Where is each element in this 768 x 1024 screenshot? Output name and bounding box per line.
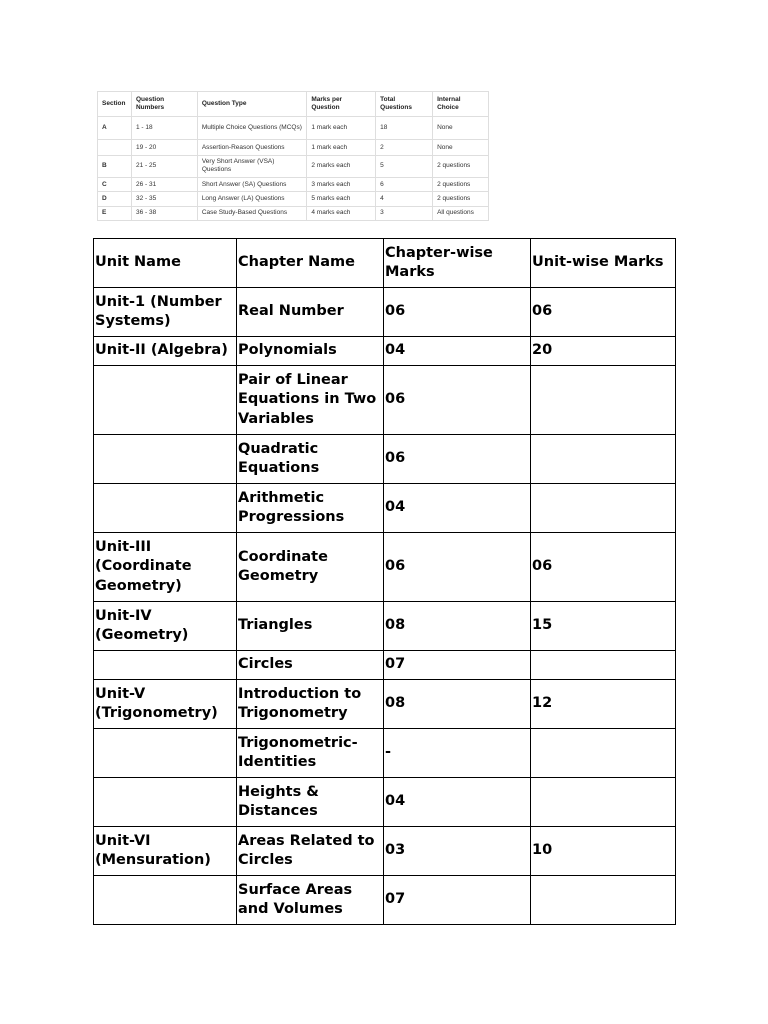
marks-table-cell: 06 <box>531 288 676 337</box>
marks-table-row <box>94 337 676 366</box>
section-table-cell: Multiple Choice Questions (MCQs) <box>197 117 307 140</box>
marks-table <box>93 238 676 925</box>
section-table-cell: 26 - 31 <box>131 178 197 192</box>
marks-table-row <box>94 484 676 533</box>
marks-table-cell <box>94 876 237 925</box>
section-table-cell: B <box>98 155 132 177</box>
marks-table-cell <box>531 778 676 827</box>
marks-table-cell <box>94 366 237 435</box>
section-table-cell <box>98 140 132 155</box>
marks-table-cell: 06 <box>531 533 676 602</box>
marks-table-cell: 06 <box>384 533 531 602</box>
marks-table-cell: Unit-IV (Geometry) <box>94 602 237 651</box>
section-table-cell: 1 mark each <box>307 140 376 155</box>
marks-table-header-cell: Chapter Name <box>237 239 384 288</box>
section-table-row <box>98 155 489 177</box>
marks-table-cell: Arithmetic Progressions <box>237 484 384 533</box>
section-table-cell: All questions <box>433 206 489 220</box>
marks-table-row <box>94 435 676 484</box>
marks-table-cell <box>94 778 237 827</box>
marks-table-cell: Areas Related to Circles <box>237 827 384 876</box>
section-table-cell: Long Answer (LA) Questions <box>197 192 307 206</box>
section-table-row <box>98 117 489 140</box>
section-table-cell: None <box>433 117 489 140</box>
marks-table-row <box>94 602 676 651</box>
section-table-cell: 1 - 18 <box>131 117 197 140</box>
section-table-cell: 2 questions <box>433 155 489 177</box>
marks-table-cell: Unit-II (Algebra) <box>94 337 237 366</box>
section-table-row <box>98 178 489 192</box>
marks-table-cell: Circles <box>237 651 384 680</box>
section-table-cell: 5 <box>376 155 433 177</box>
marks-table-cell: 06 <box>384 366 531 435</box>
section-table-cell: 2 marks each <box>307 155 376 177</box>
marks-table-row <box>94 876 676 925</box>
marks-table-row <box>94 651 676 680</box>
marks-table-cell: Surface Areas and Volumes <box>237 876 384 925</box>
marks-table-cell: 12 <box>531 680 676 729</box>
marks-table-cell: Heights & Distances <box>237 778 384 827</box>
marks-table-cell: Polynomials <box>237 337 384 366</box>
marks-table-cell: - <box>384 729 531 778</box>
marks-table-cell: Unit-V (Trigonometry) <box>94 680 237 729</box>
section-table-cell: 2 questions <box>433 178 489 192</box>
marks-table-cell: Unit-VI (Mensuration) <box>94 827 237 876</box>
marks-table-cell <box>94 651 237 680</box>
section-table-cell: 4 marks each <box>307 206 376 220</box>
marks-table-cell: 07 <box>384 651 531 680</box>
marks-table-cell: 07 <box>384 876 531 925</box>
section-table-header <box>98 92 489 117</box>
section-table-row <box>98 140 489 155</box>
marks-table-row <box>94 778 676 827</box>
marks-table-cell: 03 <box>384 827 531 876</box>
section-table-row <box>98 206 489 220</box>
section-table-cell: 2 questions <box>433 192 489 206</box>
section-table-cell: 4 <box>376 192 433 206</box>
marks-table-cell: Triangles <box>237 602 384 651</box>
section-table-cell: Assertion-Reason Questions <box>197 140 307 155</box>
marks-table-cell: Trigonometric-Identities <box>237 729 384 778</box>
section-table-header-cell: Internal Choice <box>433 92 489 117</box>
section-table-cell: D <box>98 192 132 206</box>
section-table-cell: Case Study-Based Questions <box>197 206 307 220</box>
marks-table-cell: Unit-III (Coordinate Geometry) <box>94 533 237 602</box>
marks-table-cell <box>531 366 676 435</box>
marks-table-row <box>94 827 676 876</box>
section-table-cell: 18 <box>376 117 433 140</box>
marks-table-row <box>94 366 676 435</box>
marks-table-cell: 08 <box>384 602 531 651</box>
marks-table-row <box>94 533 676 602</box>
section-table <box>97 91 489 221</box>
marks-table-cell <box>531 876 676 925</box>
section-table-header-cell: Question Type <box>197 92 307 117</box>
section-table-cell: None <box>433 140 489 155</box>
section-table-header-cell: Marks per Question <box>307 92 376 117</box>
section-table-cell: 3 <box>376 206 433 220</box>
marks-table-cell: 04 <box>384 778 531 827</box>
marks-table-cell: 15 <box>531 602 676 651</box>
marks-table-cell <box>94 729 237 778</box>
section-table-cell: 32 - 35 <box>131 192 197 206</box>
section-table-cell: 5 marks each <box>307 192 376 206</box>
marks-table-cell <box>94 484 237 533</box>
section-table-cell: 36 - 38 <box>131 206 197 220</box>
section-table-cell: 1 mark each <box>307 117 376 140</box>
marks-table-cell: 10 <box>531 827 676 876</box>
section-table-cell: C <box>98 178 132 192</box>
marks-table-cell: Introduction to Trigonometry <box>237 680 384 729</box>
marks-table-header-cell: Chapter-wise Marks <box>384 239 531 288</box>
marks-table-cell: 04 <box>384 337 531 366</box>
section-table-cell: 2 <box>376 140 433 155</box>
marks-table-cell: Quadratic Equations <box>237 435 384 484</box>
marks-table-row <box>94 288 676 337</box>
section-table-cell: 6 <box>376 178 433 192</box>
section-table-header-cell: Total Questions <box>376 92 433 117</box>
marks-table-cell: 20 <box>531 337 676 366</box>
marks-table-header-cell: Unit-wise Marks <box>531 239 676 288</box>
marks-table-cell <box>531 651 676 680</box>
marks-table-cell: Coordinate Geometry <box>237 533 384 602</box>
section-table-cell: E <box>98 206 132 220</box>
section-table-cell: 3 marks each <box>307 178 376 192</box>
section-table-cell: A <box>98 117 132 140</box>
marks-table-cell: 08 <box>384 680 531 729</box>
marks-table-cell: Unit-1 (Number Systems) <box>94 288 237 337</box>
marks-table-cell: 06 <box>384 435 531 484</box>
marks-table-header <box>94 239 676 288</box>
marks-table-cell: 04 <box>384 484 531 533</box>
marks-table-cell: Pair of Linear Equations in Two Variables <box>237 366 384 435</box>
section-table-row <box>98 192 489 206</box>
section-table-cell: 21 - 25 <box>131 155 197 177</box>
marks-table-header-cell: Unit Name <box>94 239 237 288</box>
marks-table-row <box>94 729 676 778</box>
section-table-header-cell: Section <box>98 92 132 117</box>
marks-table-cell <box>531 729 676 778</box>
marks-table-cell: 06 <box>384 288 531 337</box>
section-table-cell: Very Short Answer (VSA) Questions <box>197 155 307 177</box>
section-table-cell: 19 - 20 <box>131 140 197 155</box>
marks-table-cell: Real Number <box>237 288 384 337</box>
marks-table-cell <box>531 435 676 484</box>
section-table-cell: Short Answer (SA) Questions <box>197 178 307 192</box>
section-table-header-cell: Question Numbers <box>131 92 197 117</box>
marks-table-row <box>94 680 676 729</box>
marks-table-cell <box>94 435 237 484</box>
marks-table-cell <box>531 484 676 533</box>
